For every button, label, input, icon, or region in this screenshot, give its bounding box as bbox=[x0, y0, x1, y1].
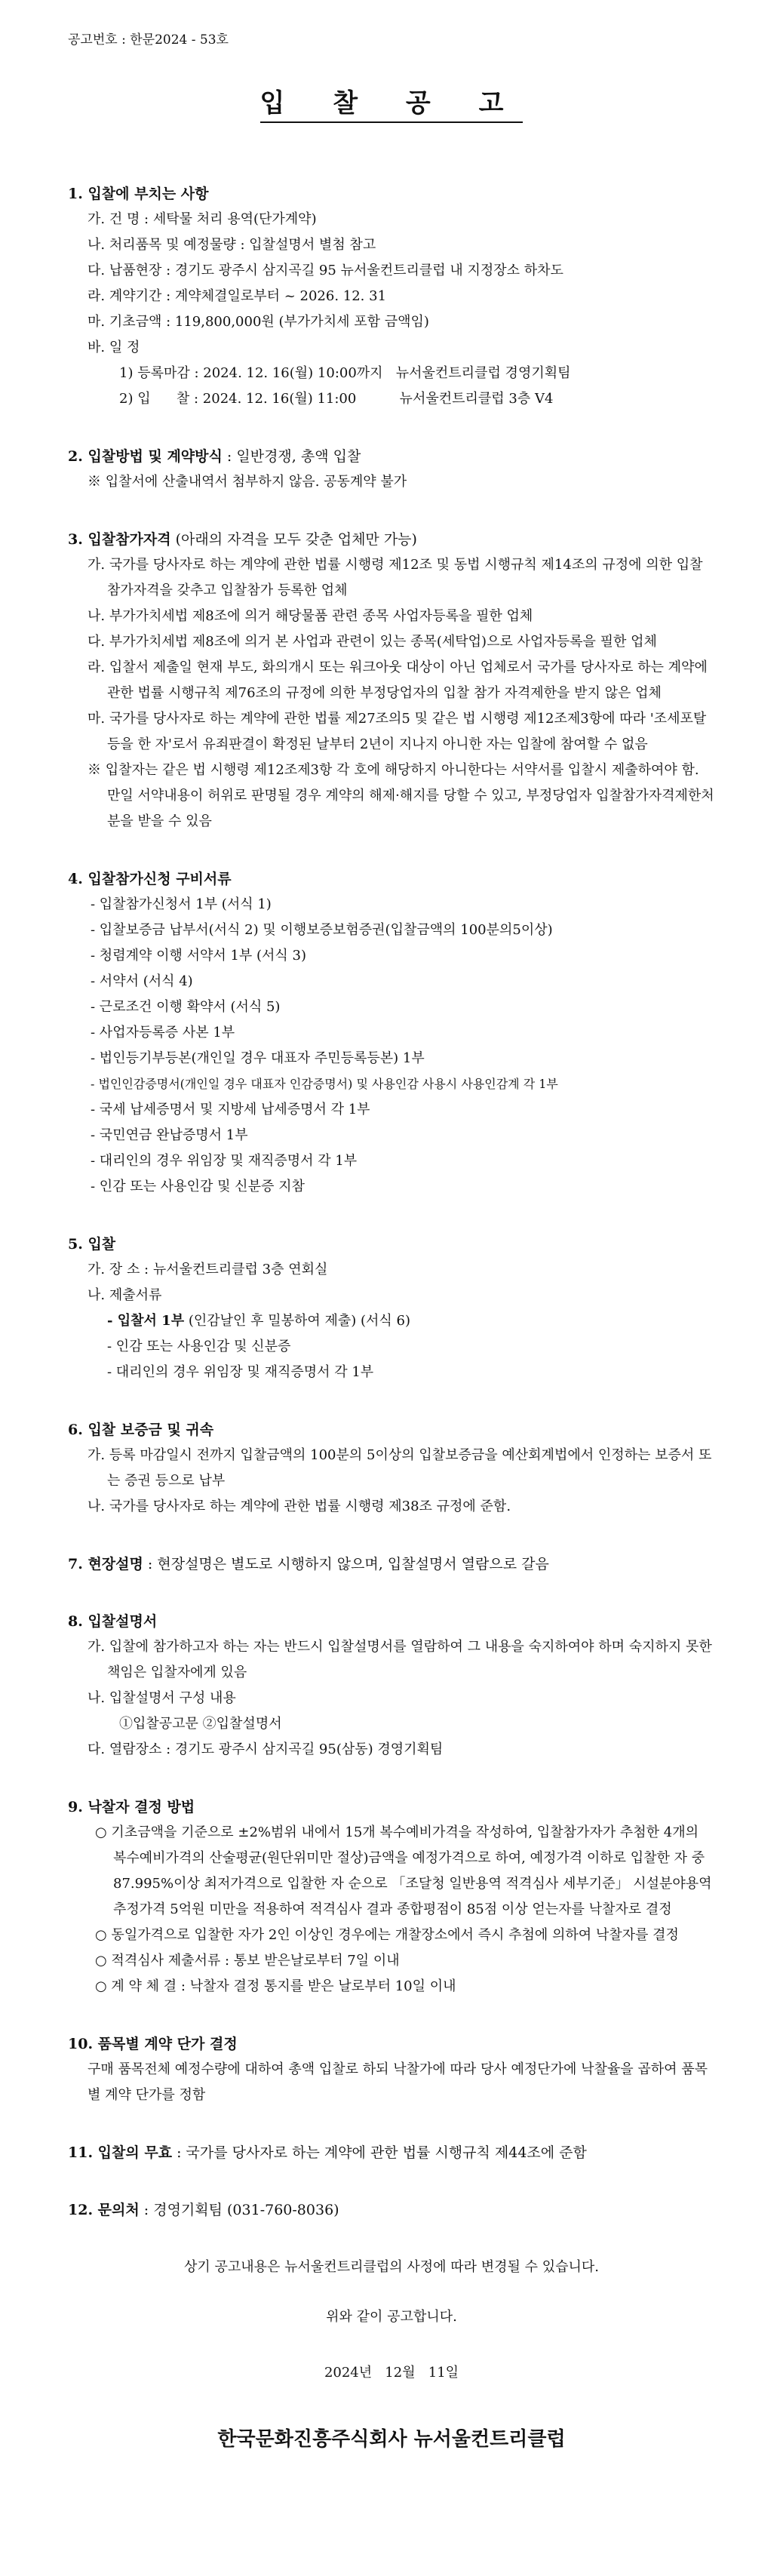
list-item: 라. 계약기간 : 계약체결일로부터 ~ 2026. 12. 31 bbox=[88, 288, 387, 304]
section-7 bbox=[68, 1551, 715, 1577]
note: ※ 입찰서에 산출내역서 첨부하지 않음. 공동계약 불가 bbox=[88, 474, 407, 490]
company-name: 한국문화진흥주식회사 뉴서울컨트리클럽 bbox=[217, 2428, 566, 2451]
list-item: - 국민연금 완납증명서 1부 bbox=[91, 1127, 248, 1143]
list-item: - 인감 또는 사용인감 및 신분증 지참 bbox=[91, 1179, 305, 1194]
sub-item: - 인감 또는 사용인감 및 신분증 bbox=[107, 1339, 291, 1354]
list-item: - 입찰보증금 납부서(서식 2) 및 이행보증보험증권(입찰금액의 100분의5이상) bbox=[91, 922, 553, 938]
sub-item: ①입찰공고문 ②입찰설명서 bbox=[119, 1716, 282, 1732]
list-item: 가. 국가를 당사자로 하는 계약에 관한 법률 시행령 제12조 및 동법 시행규칙 제14조의 규정에 의한 입찰참가자격을 갖추고 입찰참가 등록한 업체 bbox=[88, 557, 703, 598]
section-heading: 8. 입찰설명서 bbox=[68, 1613, 158, 1630]
list-item: 다. 열람장소 : 경기도 광주시 삼지곡길 95(삼동) 경영기획팀 bbox=[88, 1741, 444, 1757]
page-title: 입 찰 공 고 bbox=[68, 82, 715, 119]
section-3 bbox=[68, 527, 715, 835]
list-item: - 서약서 (서식 4) bbox=[91, 973, 193, 989]
list-item: 가. 장 소 : 뉴서울컨트리클럽 3층 연회실 bbox=[88, 1262, 328, 1277]
list-item: 나. 입찰설명서 구성 내용 bbox=[88, 1690, 236, 1706]
section-heading: 12. 문의처 : 경영기획팀 (031-760-8036) bbox=[68, 2202, 339, 2218]
section-5 bbox=[68, 1231, 715, 1385]
notice-date: 2024년 12월 11일 bbox=[324, 2365, 459, 2381]
list-item: ○ 동일가격으로 입찰한 자가 2인 이상인 경우에는 개찰장소에서 즉시 추첨에 의하여 낙찰자를 결정 bbox=[95, 1927, 679, 1943]
section-2 bbox=[68, 444, 715, 495]
list-item: 바. 일 정 bbox=[88, 340, 140, 355]
section-12 bbox=[68, 2197, 715, 2223]
list-item: 다. 납품현장 : 경기도 광주시 삼지곡길 95 뉴서울컨트리클럽 내 지정장소 하차도 bbox=[88, 263, 563, 278]
list-item: ○ 계 약 체 결 : 낙찰자 결정 통지를 받은 날로부터 10일 이내 bbox=[95, 1978, 456, 1994]
section-9 bbox=[68, 1794, 715, 2000]
schedule-item: 2) 입 찰 : 2024. 12. 16(월) 11:00 뉴서울컨트리클럽 3층 V4 bbox=[119, 391, 554, 407]
list-item: 나. 국가를 당사자로 하는 계약에 관한 법률 시행령 제38조 규정에 준함. bbox=[88, 1499, 511, 1514]
section-heading: 10. 품목별 계약 단가 결정 bbox=[68, 2036, 238, 2052]
list-item: 가. 등록 마감일시 전까지 입찰금액의 100분의 5이상의 입찰보증금을 예산회계법에서 인정하는 보증서 또는 증권 등으로 납부 bbox=[88, 1447, 712, 1489]
section-heading: 7. 현장설명 : 현장설명은 별도로 시행하지 않으며, 입찰설명서 열람으로 갈음 bbox=[68, 1556, 549, 1572]
list-item: - 청렴계약 이행 서약서 1부 (서식 3) bbox=[91, 948, 307, 964]
list-item: ○ 적격심사 제출서류 : 통보 받은날로부터 7일 이내 bbox=[95, 1953, 400, 1969]
note: ※ 입찰자는 같은 법 시행령 제12조제3항 각 호에 해당하지 아니한다는 서약서를 입찰시 제출하여야 함. 만일 서약내용이 허위로 판명될 경우 계약의 해제·해지를 당할 수 있고, 부정당업자 입찰참가자격제한처분을 받을 수 있음 bbox=[88, 762, 714, 829]
list-item: 나. 제출서류 bbox=[88, 1287, 162, 1303]
list-item: - 입찰참가신청서 1부 (서식 1) bbox=[91, 896, 272, 912]
sub-item: - 대리인의 경우 위임장 및 재직증명서 각 1부 bbox=[107, 1364, 374, 1380]
list-item: 나. 처리품목 및 예정물량 : 입찰설명서 별첨 참고 bbox=[88, 237, 376, 253]
list-item: - 법인인감증명서(개인일 경우 대표자 인감증명서) 및 사용인감 사용시 사용인감계 각 1부 bbox=[91, 1077, 558, 1091]
section-4 bbox=[68, 866, 715, 1200]
section-heading: 3. 입찰참가자격 (아래의 자격을 모두 갖춘 업체만 가능) bbox=[68, 531, 417, 548]
list-item: - 대리인의 경우 위임장 및 재직증명서 각 1부 bbox=[91, 1153, 358, 1169]
section-10 bbox=[68, 2031, 715, 2108]
list-item: 마. 기초금액 : 119,800,000원 (부가가치세 포함 금액임) bbox=[88, 314, 429, 330]
list-item: 마. 국가를 당사자로 하는 계약에 관한 법률 제27조의5 및 같은 법 시행령 제12조제3항에 따라 '조세포탈 등을 한 자'로서 유죄판결이 확정된 날부터 2년이 지나지 아니한 자는 입찰에 참여할 수 없음 bbox=[88, 711, 707, 752]
section-heading: 2. 입찰방법 및 계약방식 : 일반경쟁, 총액 입찰 bbox=[68, 448, 361, 465]
list-item: - 법인등기부등본(개인일 경우 대표자 주민등록등본) 1부 bbox=[91, 1050, 425, 1066]
list-item: 가. 입찰에 참가하고자 하는 자는 반드시 입찰설명서를 열람하여 그 내용을 숙지하여야 하며 숙지하지 못한 책임은 입찰자에게 있음 bbox=[88, 1639, 712, 1680]
list-item: - 근로조건 이행 확약서 (서식 5) bbox=[91, 999, 281, 1015]
section-heading: 6. 입찰 보증금 및 귀속 bbox=[68, 1422, 214, 1438]
section-11 bbox=[68, 2140, 715, 2166]
list-item: 나. 부가가치세법 제8조에 의거 해당물품 관련 종목 사업자등록을 필한 업체 bbox=[88, 608, 533, 624]
closing-text: 위와 같이 공고합니다. bbox=[326, 2309, 457, 2325]
schedule-item: 1) 등록마감 : 2024. 12. 16(월) 10:00까지 뉴서울컨트리클럽 경영기획팀 bbox=[119, 365, 571, 381]
section-6 bbox=[68, 1417, 715, 1520]
section-heading: 11. 입찰의 무효 : 국가를 당사자로 하는 계약에 관한 법률 시행규칙 제44조에 준함 bbox=[68, 2144, 587, 2161]
document-number: 공고번호 : 한문2024 - 53호 bbox=[68, 32, 229, 48]
list-item: 라. 입찰서 제출일 현재 부도, 화의개시 또는 워크아웃 대상이 아닌 업체로서 국가를 당사자로 하는 계약에 관한 법률 시행규칙 제76조의 규정에 의한 부정당업자의 입찰 참가 자격제한을 받지 않은 업체 bbox=[88, 659, 708, 701]
list-item: - 사업자등록증 사본 1부 bbox=[91, 1025, 235, 1041]
list-item: ○ 기초금액을 기준으로 ±2%범위 내에서 15개 복수예비가격을 작성하여, 입찰참가자가 추첨한 4개의 복수예비가격의 산술평균(원단위미만 절상)금액을 예정가격으로 하여, 예정가격 이하로 입찰한 자 중 87.995%이상 최저가격으로 입찰한 자 순으로 「조달청 일반용역 적격심사 세부기준」 시설분야용역 추정가격 5억원 미만을 적용하여 적격심사 결과 종합평점이 85점 이상 얻는자를 낙찰자로 결정 bbox=[95, 1824, 712, 1917]
change-notice: 상기 공고내용은 뉴서울컨트리클럽의 사정에 따라 변경될 수 있습니다. bbox=[183, 2259, 600, 2275]
section-heading: 4. 입찰참가신청 구비서류 bbox=[68, 871, 232, 887]
list-item: - 국세 납세증명서 및 지방세 납세증명서 각 1부 bbox=[91, 1102, 370, 1117]
section-8 bbox=[68, 1609, 715, 1763]
list-item: 다. 부가가치세법 제8조에 의거 본 사업과 관련이 있는 종목(세탁업)으로 사업자등록을 필한 업체 bbox=[88, 634, 657, 650]
section-heading: 5. 입찰 bbox=[68, 1236, 116, 1253]
sub-item: - 입찰서 1부 (인감날인 후 밀봉하여 제출) (서식 6) bbox=[107, 1313, 411, 1329]
section-heading: 1. 입찰에 부치는 사항 bbox=[68, 186, 209, 202]
section-1 bbox=[68, 181, 715, 412]
paragraph: 구매 품목전체 예정수량에 대하여 총액 입찰로 하되 낙찰가에 따라 당사 예정단가에 낙찰율을 곱하여 품목별 계약 단가를 정함 bbox=[88, 2061, 708, 2103]
list-item: 가. 건 명 : 세탁물 처리 용역(단가계약) bbox=[88, 211, 317, 227]
section-heading: 9. 낙찰자 결정 방법 bbox=[68, 1799, 195, 1815]
